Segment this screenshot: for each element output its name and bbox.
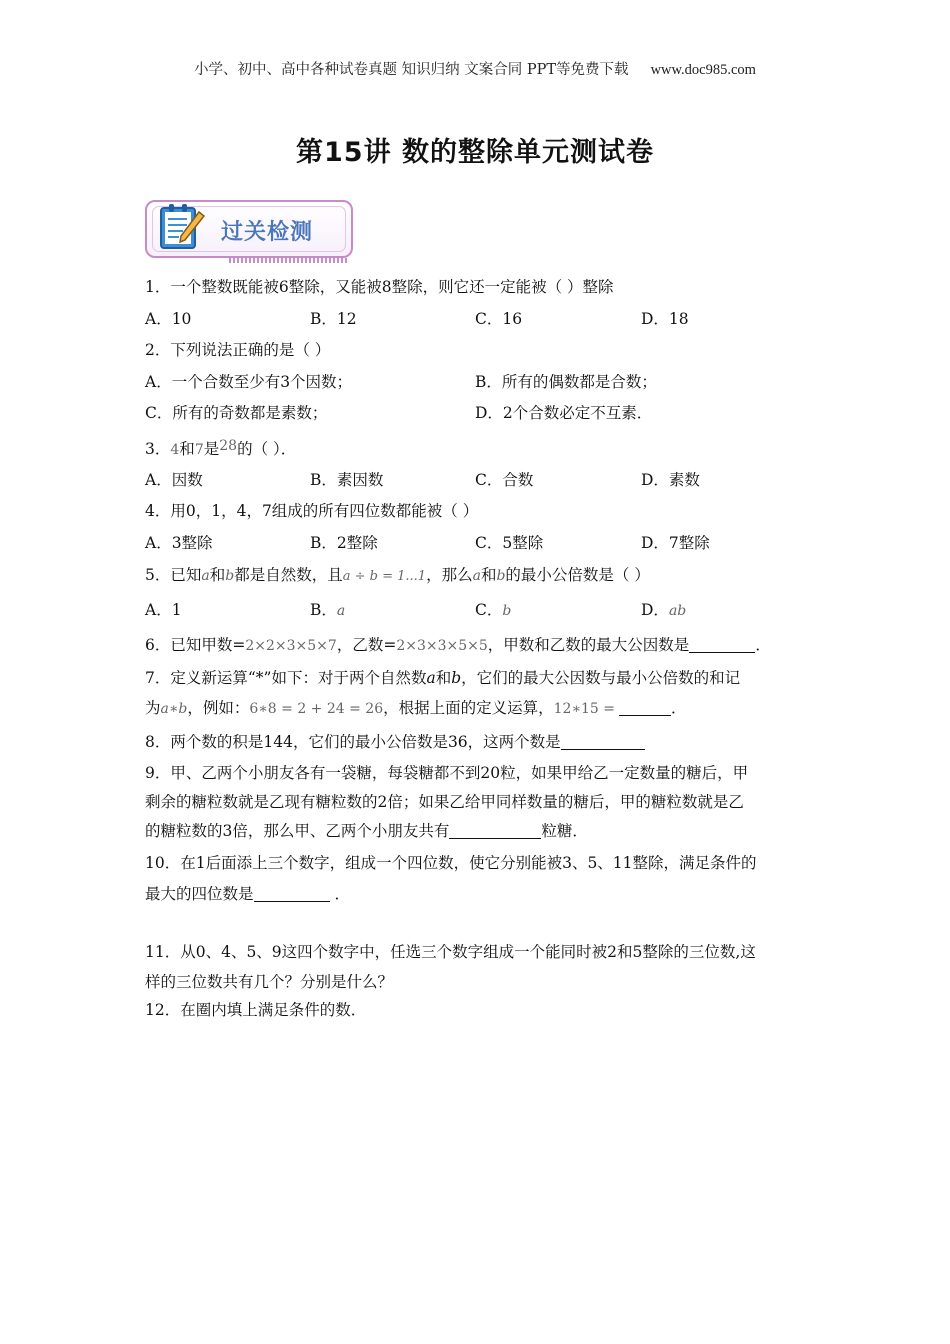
- question-4-options: [145, 532, 810, 554]
- math-var-a: a: [201, 568, 210, 584]
- option-b[interactable]: B．12: [310, 310, 357, 328]
- page-title: 第15讲 数的整除单元测试卷: [296, 137, 654, 168]
- math-expression: 6∗8 = 2 + 24 = 26: [249, 701, 384, 717]
- option-a[interactable]: A．1: [145, 601, 182, 619]
- question-7-line-2: 为a∗b，例如：6∗8 = 2 + 24 = 26，根据上面的定义运算，12∗15 = ．: [145, 699, 687, 717]
- banner-stripes: [229, 258, 349, 263]
- header-url[interactable]: www.doc985.com: [650, 62, 756, 78]
- header-text: 小学、初中、高中各种试卷真题 知识归纳 文案合同 PPT等免费下载: [194, 62, 629, 78]
- option-b[interactable]: B．素因数: [310, 471, 384, 489]
- question-3-stem: 3．4和7是28的（ ）．: [145, 438, 297, 458]
- math-number: 28: [219, 438, 238, 454]
- question-10-line-1: 10．在1后面添上三个数字，组成一个四位数，使它分别能被3、5、11整除，满足条件的: [145, 854, 757, 872]
- math-expression: 2×2×3×5×7: [245, 638, 337, 654]
- math-var-a: a: [426, 669, 436, 687]
- option-d[interactable]: D．ab: [641, 601, 687, 619]
- option-b[interactable]: B．2整除: [310, 534, 378, 552]
- math-number: 7: [194, 442, 204, 458]
- answer-blank[interactable]: [619, 699, 671, 716]
- question-11-line-2: 样的三位数共有几个？分别是什么？: [145, 973, 394, 991]
- question-3-options: [145, 469, 810, 491]
- option-a[interactable]: A．一个合数至少有3个因数；: [145, 373, 353, 391]
- answer-blank[interactable]: [254, 885, 330, 902]
- option-b[interactable]: B．a: [310, 601, 346, 619]
- question-1-options: [145, 308, 810, 330]
- option-c[interactable]: C．b: [475, 601, 512, 619]
- math-expression: 2×3×3×5×5: [396, 638, 488, 654]
- question-12-stem: 12．在圈内填上满足条件的数．: [145, 1001, 367, 1019]
- math-expression: a∗b: [160, 701, 188, 717]
- math-expression: a ÷ b = 1...1: [342, 569, 427, 584]
- question-8-stem: 8．两个数的积是144，它们的最小公倍数是36，这两个数是: [145, 731, 645, 753]
- answer-blank[interactable]: [689, 636, 755, 653]
- question-2-options-row1: [145, 371, 810, 393]
- math-number: 4: [170, 442, 180, 458]
- option-c[interactable]: C．16: [475, 310, 523, 328]
- math-var-b: b: [496, 568, 506, 584]
- math-expression: 12∗15 =: [553, 701, 615, 717]
- math-var-b: b: [451, 669, 462, 687]
- section-banner: [145, 196, 355, 266]
- option-a[interactable]: A．3整除: [145, 534, 213, 552]
- site-header: [0, 58, 950, 79]
- answer-blank[interactable]: [561, 733, 645, 750]
- banner-label: 过关检测: [221, 220, 314, 245]
- question-9-line-2: 剩余的糖粒数就是乙现有糖粒数的2倍；如果乙给甲同样数量的糖后，甲的糖粒数就是乙: [145, 793, 744, 811]
- option-c[interactable]: C．所有的奇数都是素数；: [145, 404, 328, 422]
- notepad-pencil-icon: [155, 198, 207, 256]
- question-2-options-row2: [145, 402, 810, 424]
- option-d[interactable]: D．7整除: [641, 534, 710, 552]
- option-d[interactable]: D．素数: [641, 471, 700, 489]
- math-var-a: a: [472, 568, 481, 584]
- question-7-line-1: 7．定义新运算“*”如下：对于两个自然数a和b，它们的最大公因数与最小公倍数的和记: [145, 669, 741, 687]
- question-5-options: [145, 599, 810, 621]
- question-4-stem: 4．用0，1，4，7组成的所有四位数都能被（ ）: [145, 502, 479, 520]
- option-d[interactable]: D．2个合数必定不互素．: [475, 404, 653, 422]
- option-b[interactable]: B．所有的偶数都是合数；: [475, 373, 657, 391]
- question-6-stem: 6．已知甲数=2×2×3×5×7，乙数=2×3×3×5×5，甲数和乙数的最大公因数是 ．: [145, 636, 771, 654]
- option-c[interactable]: C．5整除: [475, 534, 544, 552]
- answer-blank[interactable]: [449, 822, 541, 839]
- question-5-stem: 5．已知a和b都是自然数，且a ÷ b = 1...1，那么a和b的最小公倍数是（ ）: [145, 566, 650, 584]
- option-c[interactable]: C．合数: [475, 471, 534, 489]
- question-11-line-1: 11．从0、4、5、9这四个数字中，任选三个数字组成一个能同时被2和5整除的三位数,这: [145, 943, 756, 961]
- option-d[interactable]: D．18: [641, 310, 689, 328]
- option-a[interactable]: A．10: [145, 310, 192, 328]
- question-1-stem: 1．一个整数既能被6整除，又能被8整除，则它还一定能被（ ）整除: [145, 278, 614, 296]
- question-10-line-2: 最大的四位数是 ．: [145, 885, 350, 903]
- question-9-line-3: 的糖粒数的3倍，那么甲、乙两个小朋友共有 粒糖．: [145, 822, 588, 840]
- question-9-line-1: 9．甲、乙两个小朋友各有一袋糖，每袋糖都不到20粒，如果甲给乙一定数量的糖后，甲: [145, 764, 749, 782]
- option-a[interactable]: A．因数: [145, 471, 203, 489]
- math-var-b: b: [225, 568, 235, 584]
- question-2-stem: 2．下列说法正确的是（ ）: [145, 341, 331, 359]
